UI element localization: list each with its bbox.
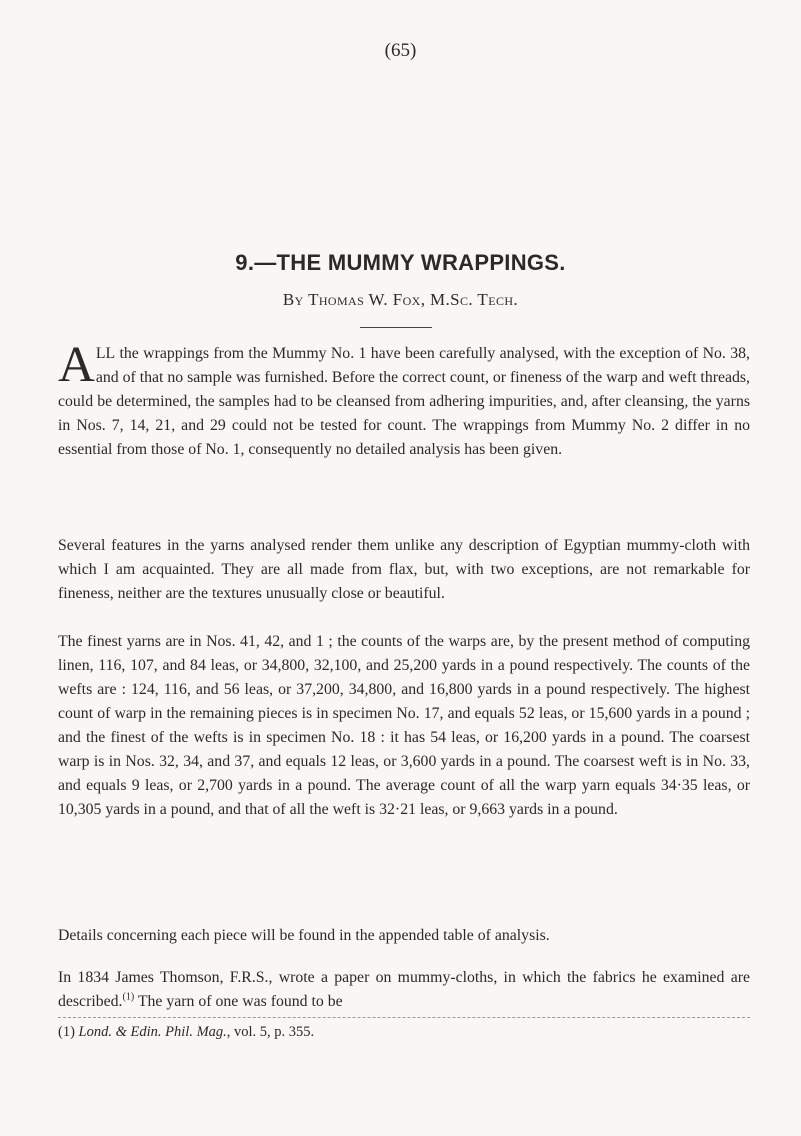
footnote-divider (58, 1017, 750, 1018)
footnote (58, 1021, 750, 1043)
paragraph-5-text-a: In 1834 James Thomson, F.R.S., wrote a paper on mummy-cloths, in which the fabrics he examined are described. (58, 969, 750, 1010)
paragraph-1-lead: LL (95, 345, 116, 362)
drop-cap: A (58, 337, 95, 393)
paragraph-4: Details concerning each piece will be found in the appended table of analysis. (58, 927, 550, 944)
paragraph-5-text-b: The yarn of one was found to be (134, 993, 343, 1010)
footnote-rest: , vol. 5, p. 355. (226, 1024, 315, 1040)
page-number: (65) (384, 40, 417, 61)
article-title: 9.—THE MUMMY WRAPPINGS. (235, 250, 566, 275)
footnote-marker: (1) (58, 1024, 79, 1040)
title-divider (360, 327, 432, 328)
article-byline: By Thomas W. Fox, M.Sc. Tech. (282, 290, 519, 309)
paragraph-2: Several features in the yarns analysed render them unlike any description of Egyptian mummy-cloth with which I am acquainted. They are all made from flax, but, with two exceptions, are not remarkable for fineness, neither are the textures unusually close or beautiful. (58, 537, 750, 602)
paragraph-1-text: the wrappings from the Mummy No. 1 have been carefully analysed, with the exception of No. 38, and of that no sample was furnished. Before the correct count, or fineness of the warp and weft threads, could be determined, the samples had to be cleansed from adhering impurities, and, after cleansing, the yarns in Nos. 7, 14, 21, and 29 could not be tested for count. The wrappings from Mummy No. 2 differ in no essential from those of No. 1, consequently no detailed analysis has been given. (58, 345, 750, 458)
paragraph-3: The finest yarns are in Nos. 41, 42, and 1 ; the counts of the warps are, by the present method of computing linen, 116, 107, and 84 leas, or 34,800, 32,100, and 25,200 yards in a pound respectively. The counts of the wefts are : 124, 116, and 56 leas, or 37,200, 34,800, and 16,800 yards in a pound respectively. The highest count of warp in the remaining pieces is in specimen No. 17, and equals 52 leas, or 15,600 yards in a pound ; and the finest of the wefts is in specimen No. 18 : it has 54 leas, or 16,200 yards in a pound. The coarsest warp is in Nos. 32, 34, and 37, and equals 12 leas, or 3,600 yards in a pound. The coarsest weft is in No. 33, and equals 9 leas, or 2,700 yards in a pound. The average count of all the warp yarn equals 34·35 leas, or 10,305 yards in a pound, and that of all the weft is 32·21 leas, or 9,663 yards in a pound. (58, 633, 750, 818)
paragraph-1 (58, 337, 750, 462)
paragraph-5 (58, 966, 750, 1014)
footnote-reference[interactable]: (1) (122, 991, 135, 1003)
footnote-journal: Lond. & Edin. Phil. Mag. (78, 1024, 227, 1040)
